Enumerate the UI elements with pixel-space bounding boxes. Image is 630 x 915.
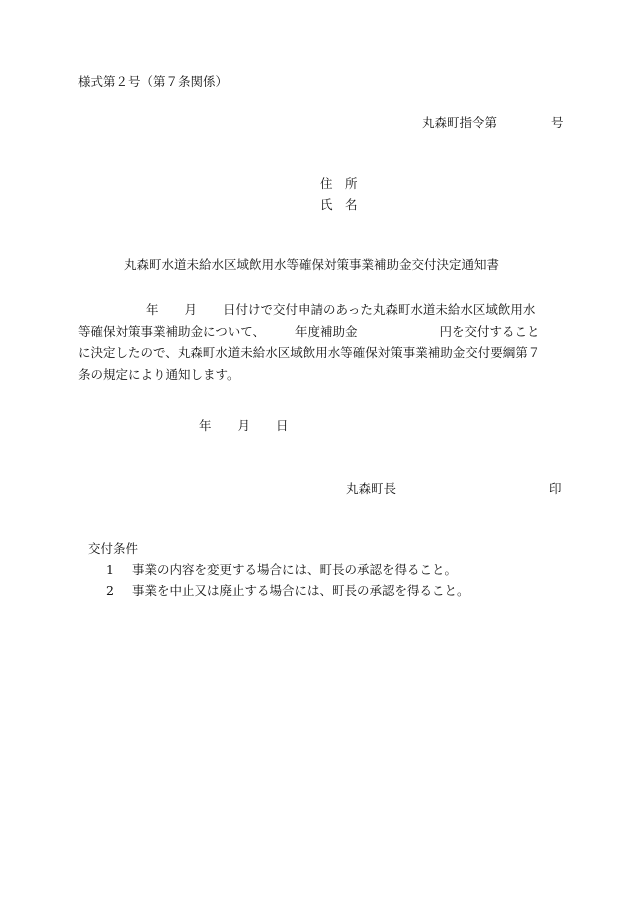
body-line-2 — [78, 321, 578, 343]
condition-item — [106, 564, 457, 577]
condition-item — [106, 585, 470, 598]
order-number — [422, 117, 564, 130]
body-line-3: に決定したので、丸森町水道未給水区域飲用水等確保対策事業補助金交付要綱第７ — [78, 345, 541, 360]
body-line-2-c: 円を交付すること — [439, 323, 540, 339]
date-year: 年 — [199, 418, 212, 433]
form-number: 様式第２号（第７条関係） — [78, 74, 229, 89]
date-month: 月 — [237, 418, 251, 433]
body-line-4: 条の規定により通知します。 — [78, 366, 240, 382]
conditions-title: 交付条件 — [88, 541, 139, 556]
condition-text: 事業を中止又は廃止する場合には、町長の承認を得ること。 — [132, 583, 470, 598]
signer-name: 丸森町長 — [346, 481, 397, 496]
condition-number: 2 — [106, 583, 114, 598]
body-line-2-a: 等確保対策事業補助金について、 — [78, 323, 266, 339]
date-line — [199, 420, 289, 433]
condition-text: 事業の内容を変更する場合には、町長の承認を得ること。 — [132, 562, 458, 577]
notice-body — [78, 299, 578, 385]
body-year: 年 — [146, 302, 159, 317]
name-label: 氏 名 — [320, 197, 358, 212]
condition-number: 1 — [106, 562, 114, 577]
order-number-prefix: 丸森町指令第 — [422, 115, 498, 130]
date-day: 日 — [276, 418, 289, 433]
body-line-1 — [78, 299, 578, 321]
seal-mark: 印 — [549, 481, 562, 496]
document-title: 丸森町水道未給水区域飲用水等確保対策事業補助金交付決定通知書 — [124, 257, 500, 272]
order-number-suffix: 号 — [551, 115, 564, 130]
body-month: 月 — [184, 302, 198, 317]
body-line-2-b: 年度補助金 — [295, 323, 358, 339]
address-label: 住 所 — [320, 176, 358, 191]
body-line-1-text: 日付けで交付申請のあった丸森町水道未給水区域飲用水 — [223, 302, 536, 317]
